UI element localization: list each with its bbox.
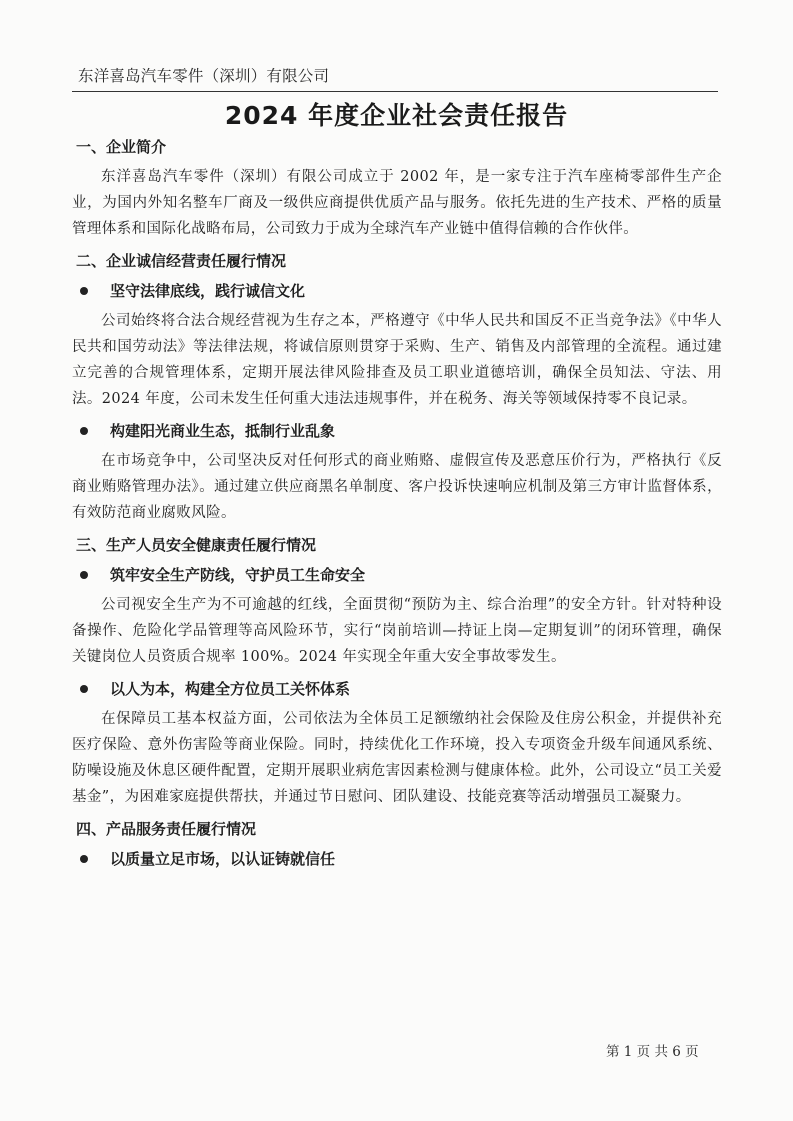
subheading-business-text: 构建阳光商业生态，抵制行业乱象 <box>110 422 336 440</box>
bullet-icon <box>80 427 88 435</box>
subheading-safety <box>72 562 722 592</box>
report-title: 2024 年度企业社会责任报告 <box>224 101 569 130</box>
header-divider <box>72 91 718 92</box>
paragraph-law: 公司始终将合法合规经营视为生存之本，严格遵守《中华人民共和国反不正当竞争法》《中华人民共和国劳动法》等法律法规，将诚信原则贯穿于采购、生产、销售及内部管理的全流程。通过建立完善的合规管理体系，定期开展法律风险排查及员工职业道德培训，确保全员知法、守法、用法。2024 年度，公司未发生任何重大违法违规事件，并在税务、海关等领域保持零不良记录。 <box>72 313 722 407</box>
bullet-icon <box>80 571 88 579</box>
subheading-quality <box>72 846 722 876</box>
paragraph-intro: 东洋喜岛汽车零件（深圳）有限公司成立于 2002 年，是一家专注于汽车座椅零部件生产企业，为国内外知名整车厂商及一级供应商提供优质产品与服务。依托先进的生产技术、严格的质量管理体系和国际化战略布局，公司致力于成为全球汽车产业链中值得信赖的合作伙伴。 <box>72 169 722 237</box>
paragraph-safety: 公司视安全生产为不可逾越的红线，全面贯彻“预防为主、综合治理”的安全方针。针对特种设备操作、危险化学品管理等高风险环节，实行“岗前培训—持证上岗—定期复训”的闭环管理，确保关键岗位人员资质合规率 100%。2024 年实现全年重大安全事故零发生。 <box>72 597 722 665</box>
paragraph-business: 在市场竞争中，公司坚决反对任何形式的商业贿赂、虚假宣传及恶意压价行为，严格执行《反商业贿赂管理办法》。通过建立供应商黑名单制度、客户投诉快速响应机制及第三方审计监督体系，有效防范商业腐败风险。 <box>72 453 722 521</box>
subheading-law-text: 坚守法律底线，践行诚信文化 <box>110 282 306 300</box>
section-heading-integrity: 二、企业诚信经营责任履行情况 <box>76 252 287 270</box>
bullet-icon <box>80 685 88 693</box>
bullet-icon <box>80 855 88 863</box>
subheading-law <box>72 278 722 308</box>
bullet-icon <box>80 287 88 295</box>
subheading-care-text: 以人为本，构建全方位员工关怀体系 <box>110 680 351 698</box>
subheading-quality-text: 以质量立足市场，以认证铸就信任 <box>110 850 336 868</box>
company-name: 东洋喜岛汽车零件（深圳）有限公司 <box>78 67 330 85</box>
section-heading-intro: 一、企业简介 <box>76 138 167 156</box>
report-body <box>72 134 722 876</box>
section-heading-product: 四、产品服务责任履行情况 <box>76 820 257 838</box>
paragraph-care: 在保障员工基本权益方面，公司依法为全体员工足额缴纳社会保险及住房公积金，并提供补充医疗保险、意外伤害险等商业保险。同时，持续优化工作环境，投入专项资金升级车间通风系统、防噪设施及休息区硬件配置，定期开展职业病危害因素检测与健康体检。此外，公司设立“员工关爱基金”，为困难家庭提供帮扶，并通过节日慰问、团队建设、技能竞赛等活动增强员工凝聚力。 <box>72 711 722 805</box>
section-heading-safety: 三、生产人员安全健康责任履行情况 <box>76 536 317 554</box>
subheading-care <box>72 676 722 706</box>
subheading-safety-text: 筑牢安全生产防线，守护员工生命安全 <box>110 566 366 584</box>
subheading-business <box>72 418 722 448</box>
page-number: 第 1 页 共 6 页 <box>606 1044 699 1060</box>
